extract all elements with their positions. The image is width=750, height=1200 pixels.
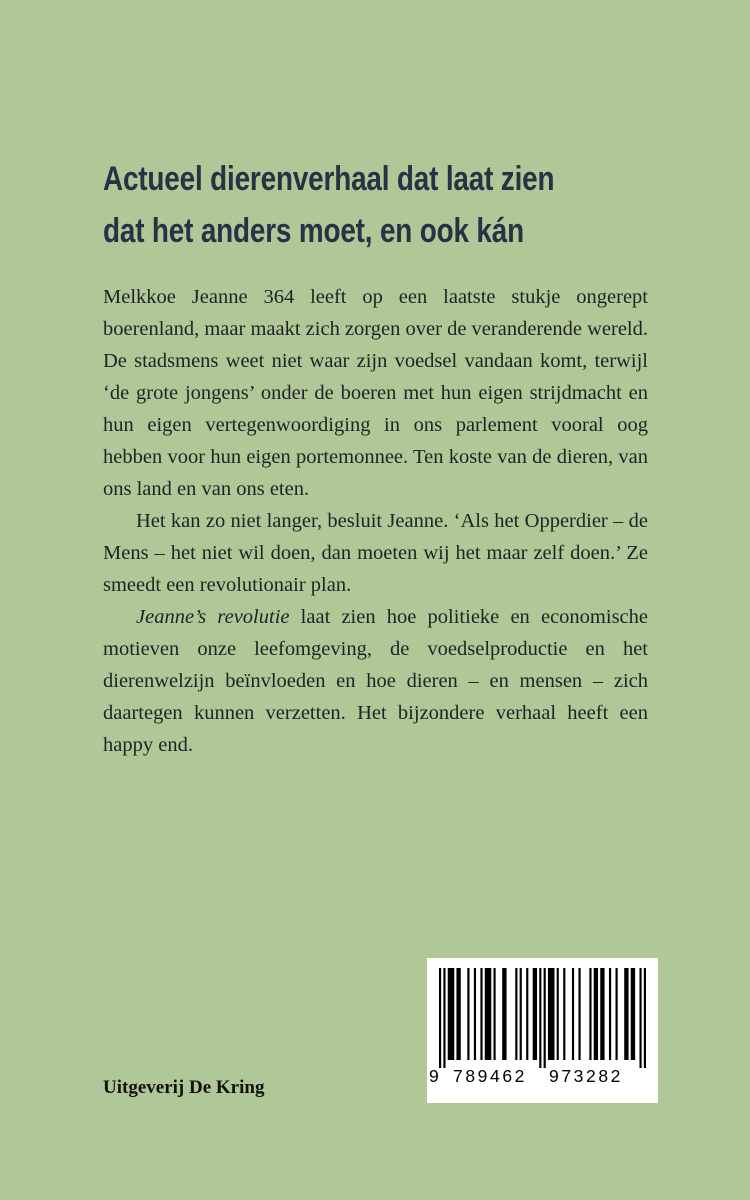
barcode-bar	[589, 968, 591, 1060]
barcode-guard-bar	[539, 968, 541, 1068]
book-blurb	[103, 281, 648, 761]
barcode-bar	[533, 968, 537, 1060]
barcode-bar	[474, 968, 476, 1060]
headline-line-1: Actueel dierenverhaal dat laat zien	[103, 160, 555, 198]
publisher-name: Uitgeverij De Kring	[103, 1077, 265, 1098]
barcode-bar	[548, 968, 555, 1060]
barcode-bar	[456, 968, 460, 1060]
barcode-bar	[563, 968, 565, 1060]
isbn-left-group: 789462	[453, 1066, 527, 1086]
isbn-right-group: 973282	[549, 1066, 623, 1086]
barcode-bar	[624, 968, 628, 1060]
barcode-bar	[572, 968, 574, 1060]
barcode-bar	[493, 968, 495, 1060]
barcode-bar	[578, 968, 580, 1060]
blurb-paragraph-1: Melkkoe Jeanne 364 leeft op een laatste stukje ongerept boerenland, maar maakt zich zorgen over de veranderende wereld. De stadsmens weet niet waar zijn voedsel vandaan komt, terwijl ‘de grote jongens’ onder de boeren met hun eigen strijdmacht en hun eigen vertegenwoordiging in ons parlement vooral oog hebben voor hun eigen portemonnee. Ten koste van de dieren, van ons land en van ons eten.	[103, 286, 648, 500]
barcode-bar	[467, 968, 469, 1060]
headline-line-2: dat het anders moet, en ook kán	[103, 212, 524, 250]
isbn-barcode	[427, 958, 658, 1103]
back-cover-headline	[103, 153, 595, 257]
barcode-bar	[609, 968, 611, 1060]
barcode-bar	[448, 968, 455, 1060]
barcode-bar	[600, 968, 604, 1060]
barcode-guard-bar	[544, 968, 546, 1068]
barcode-bar	[480, 968, 482, 1060]
barcode-guard-bar	[644, 968, 646, 1068]
book-title-italic: Jeanne’s revolutie	[136, 606, 290, 628]
blurb-paragraph-2: Het kan zo niet langer, besluit Jeanne. ‘Als het Opperdier – de Mens – het niet wil doen, dan moeten wij het maar zelf doen.’ Ze smeedt een revolutionair plan.	[103, 510, 648, 596]
barcode-bar	[631, 968, 635, 1060]
blurb-paragraph-3-text: laat zien hoe politieke en economische motieven onze leefomgeving, de voedselproductie en het dierenwelzijn beïnvloeden en hoe dieren – en mensen – zich daartegen kunnen verzetten. Het bijzondere verhaal heeft een happy end.	[103, 606, 648, 756]
barcode-bar	[615, 968, 617, 1060]
barcode-bar	[520, 968, 522, 1060]
barcode-bar	[485, 968, 492, 1060]
barcode-guard-bar	[639, 968, 641, 1068]
barcode-guard-bar	[443, 968, 445, 1068]
barcode-bar	[515, 968, 517, 1060]
blurb-paragraph-3	[103, 601, 648, 761]
barcode-guard-bar	[439, 968, 441, 1068]
barcode-bar	[502, 968, 506, 1060]
barcode-bar	[526, 968, 528, 1060]
barcode-bar	[594, 968, 598, 1060]
barcode-bar	[557, 968, 559, 1060]
isbn-first-digit: 9	[429, 1066, 439, 1086]
barcode-bars	[439, 968, 646, 1068]
